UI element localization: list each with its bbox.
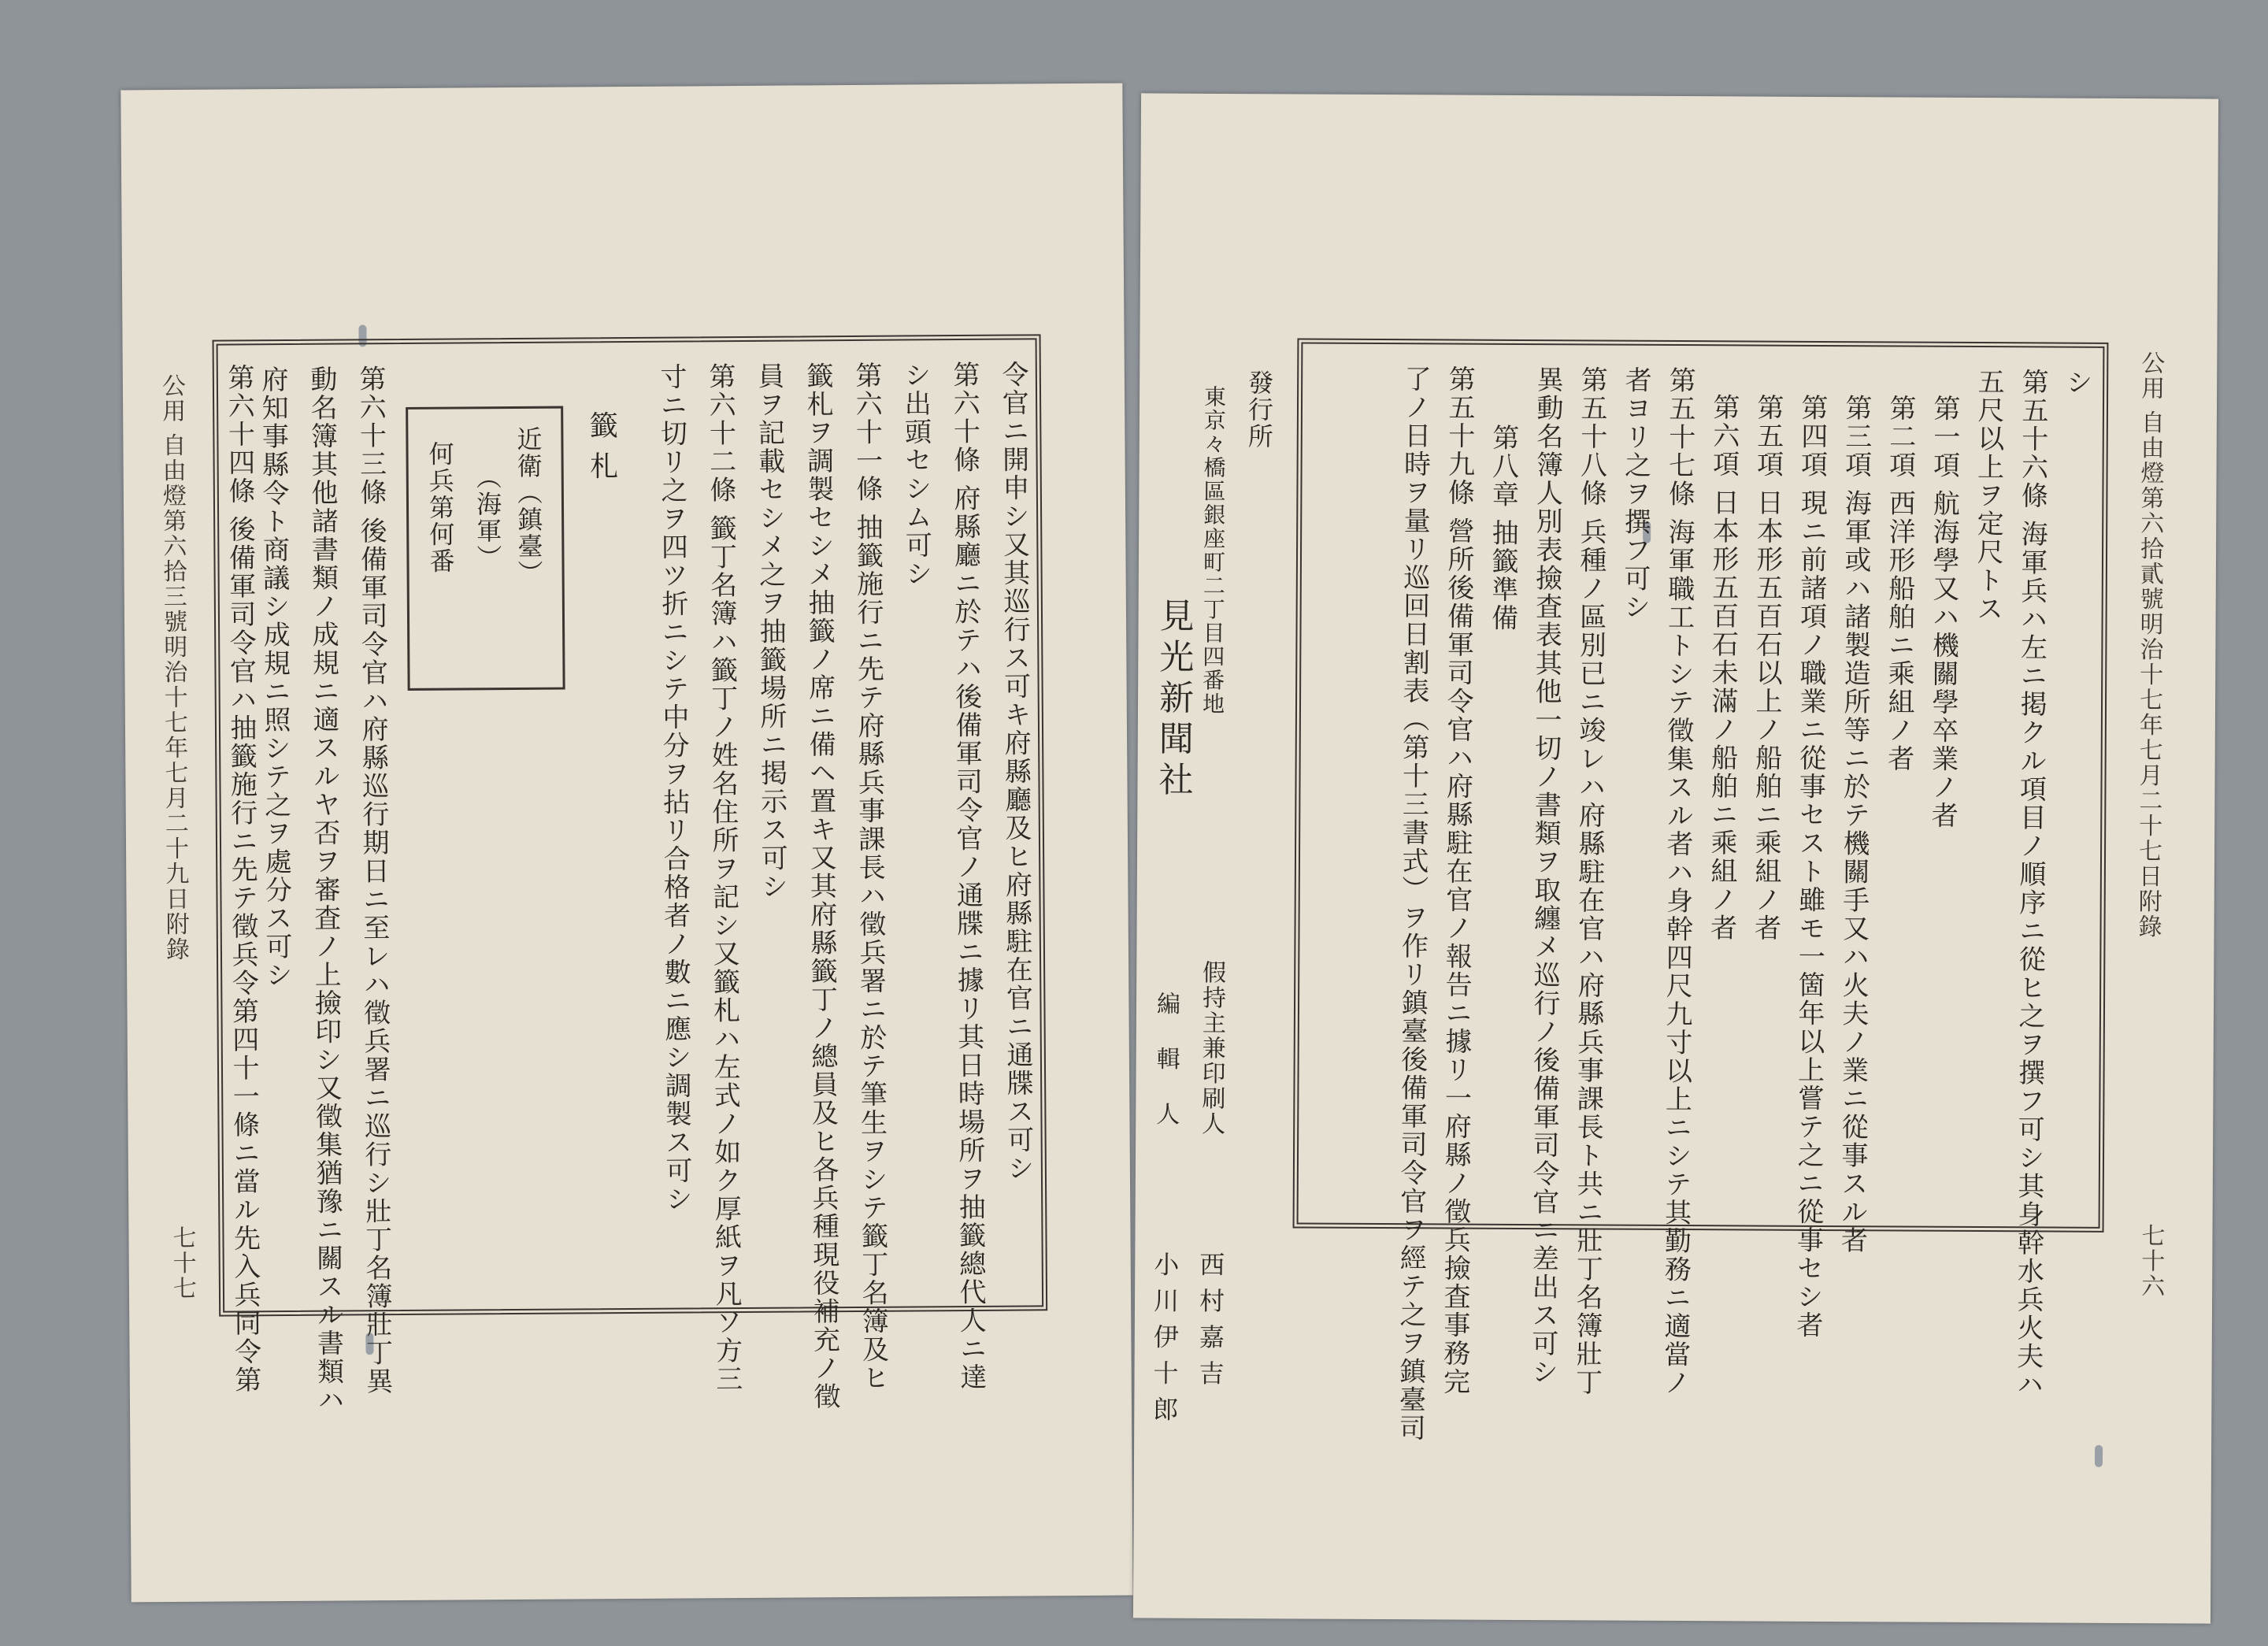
left-page: [120, 83, 1132, 1603]
left-body-column: 第六十二條 籤丁名簿ハ籤丁ノ姓名住所ヲ記シ又籤札ハ左式ノ如ク厚紙ヲ凡ソ方三: [703, 362, 743, 1394]
lottery-ticket-sample: [406, 406, 565, 691]
left-body-column: 員ヲ記載セシメ之ヲ抽籤場所ニ掲示ス可シ: [752, 361, 788, 901]
lottery-ticket-title: 籤 札: [585, 410, 618, 481]
right-body-column: 第五十七條 海軍職工トシテ徵集スル者ハ身幹四尺九寸以上ニシテ其勤務ニ適當ノ: [1658, 365, 1696, 1397]
right-body-column: 五尺以上ヲ定尺トス: [1971, 367, 2005, 624]
right-body-column: 第一項 航海學又ハ機關學卒業ノ者: [1926, 394, 1961, 830]
right-body-column: 了ノ日時ヲ量リ巡回日割表（第十三書式）ヲ作リ鎮臺後備軍司令官ヲ經テ之ヲ鎮臺司: [1394, 365, 1432, 1443]
right-body-column: 第五項 日本形五百石以上ノ船舶ニ乘組ノ者: [1749, 393, 1784, 943]
right-body-column: 第五十九條 營所後備軍司令官ハ府縣駐在官ノ報告ニ據リ一府縣ノ徵兵撿査事務完: [1438, 365, 1476, 1396]
left-body-column: 第六十一條 抽籤施行ニ先テ府縣兵事課長ハ徵兵署ニ於テ筆生ヲシテ籤丁名簿及ヒ: [850, 361, 889, 1392]
right-body-column: 第四項 現ニ前諸項ノ職業ニ從事セスト雖モ一箇年以上嘗テ之ニ從事セシ者: [1791, 393, 1829, 1340]
left-body-column: 動名簿其他諸書類ノ成規ニ適スルヤ否ヲ審査ノ上撿印シ又徵集猶豫ニ關スル書類ハ: [305, 365, 345, 1414]
left-margin-header: 公用 自由燈第六拾三號明治十七年七月二十九日附錄: [157, 373, 190, 962]
left-body-column: 第六十三條 後備軍司令官ハ府縣巡行期日ニ至レハ徵兵署ニ巡行シ壯丁名簿壯丁異: [354, 365, 393, 1396]
publisher-name: 見光新聞社: [1152, 597, 1194, 803]
right-page-number: 七十六: [2136, 1223, 2165, 1299]
right-body-column: 異動名簿人別表撿査表其他一切ノ書類ヲ取纏メ巡行ノ後備軍司令官ニ差出ス可シ: [1526, 365, 1564, 1387]
right-body-column: 第五十八條 兵種ノ區別已ニ竣レハ府縣駐在官ハ府縣兵事課長ト共ニ壯丁名簿壯丁: [1570, 365, 1608, 1397]
left-body-column: 府知事縣令ト商議シ成規ニ照シテ之ヲ處分ス可シ: [256, 365, 293, 990]
right-text-frame: [1293, 338, 2109, 1443]
left-body-column: 第六十四條 後備軍司令官ハ抽籤施行ニ先テ徵兵令第四十一條ニ當ル先入兵同令第: [222, 363, 261, 1395]
right-margin-header: 公用 自由燈第六拾貳號明治十七年七月二十七日附錄: [2133, 350, 2165, 940]
right-page: [1133, 93, 2218, 1623]
right-body-column: 第二項 西洋形船舶ニ乘組ノ者: [1882, 394, 1917, 773]
publisher-label: 發行所: [1243, 369, 1275, 450]
right-body-column: 者ヨリ之ヲ撰フ可シ: [1618, 365, 1652, 621]
right-body-column: 第三項 海軍或ハ諸製造所等ニ於テ機關手又ハ火夫ノ業ニ從事スル者: [1836, 394, 1873, 1255]
publisher-address: 東京々橋區銀座町二丁目四番地: [1199, 384, 1228, 717]
printer-label: 假持主兼印刷人: [1197, 959, 1226, 1137]
ticket-row: 近衛（鎮臺）: [513, 425, 544, 587]
left-body-column: 令官ニ開申シ又其巡行ス可キ府縣廳及ヒ府縣駐在官ニ通牒ス可シ: [996, 360, 1035, 1183]
right-body-column: 第五十六條 海軍兵ハ左ニ掲クル項目ノ順序ニ從ヒ之ヲ撰フ可シ其身幹水兵火夫ハ: [2011, 368, 2049, 1399]
left-page-number: 七十七: [168, 1225, 197, 1302]
left-body-column: 籤札ヲ調製セシメ抽籤ノ席ニ備ヘ置キ又其府縣籤丁ノ總員及ヒ各兵種現役補充ノ徵: [801, 361, 841, 1411]
printer-name: 西村嘉吉: [1195, 1251, 1226, 1397]
chapter-heading: 第八章 抽籤準備: [1486, 423, 1519, 632]
ticket-row: （海軍）: [472, 464, 503, 572]
left-body-column: 寸ニ切リ之ヲ四ツ折ニシテ中分ヲ拈リ合格者ノ數ニ應シ調製ス可シ: [654, 362, 693, 1214]
left-body-column: シ出頭セシム可シ: [899, 361, 932, 588]
ticket-row: 何兵第何番: [424, 440, 456, 575]
editor-label: 編輯人: [1151, 991, 1180, 1157]
editor-name: 小川伊十郎: [1149, 1251, 1180, 1433]
binding-hole: [2095, 1445, 2103, 1467]
right-body-column: シ: [2061, 368, 2093, 397]
right-body-column: 第六項 日本形五百石未滿ノ船舶ニ乘組ノ者: [1705, 393, 1740, 943]
left-text-frame: [213, 334, 1048, 1414]
left-body-column: 第六十條 府縣廳ニ於テハ後備軍司令官ノ通牒ニ據リ其日時場所ヲ抽籤總代人ニ達: [947, 360, 987, 1392]
